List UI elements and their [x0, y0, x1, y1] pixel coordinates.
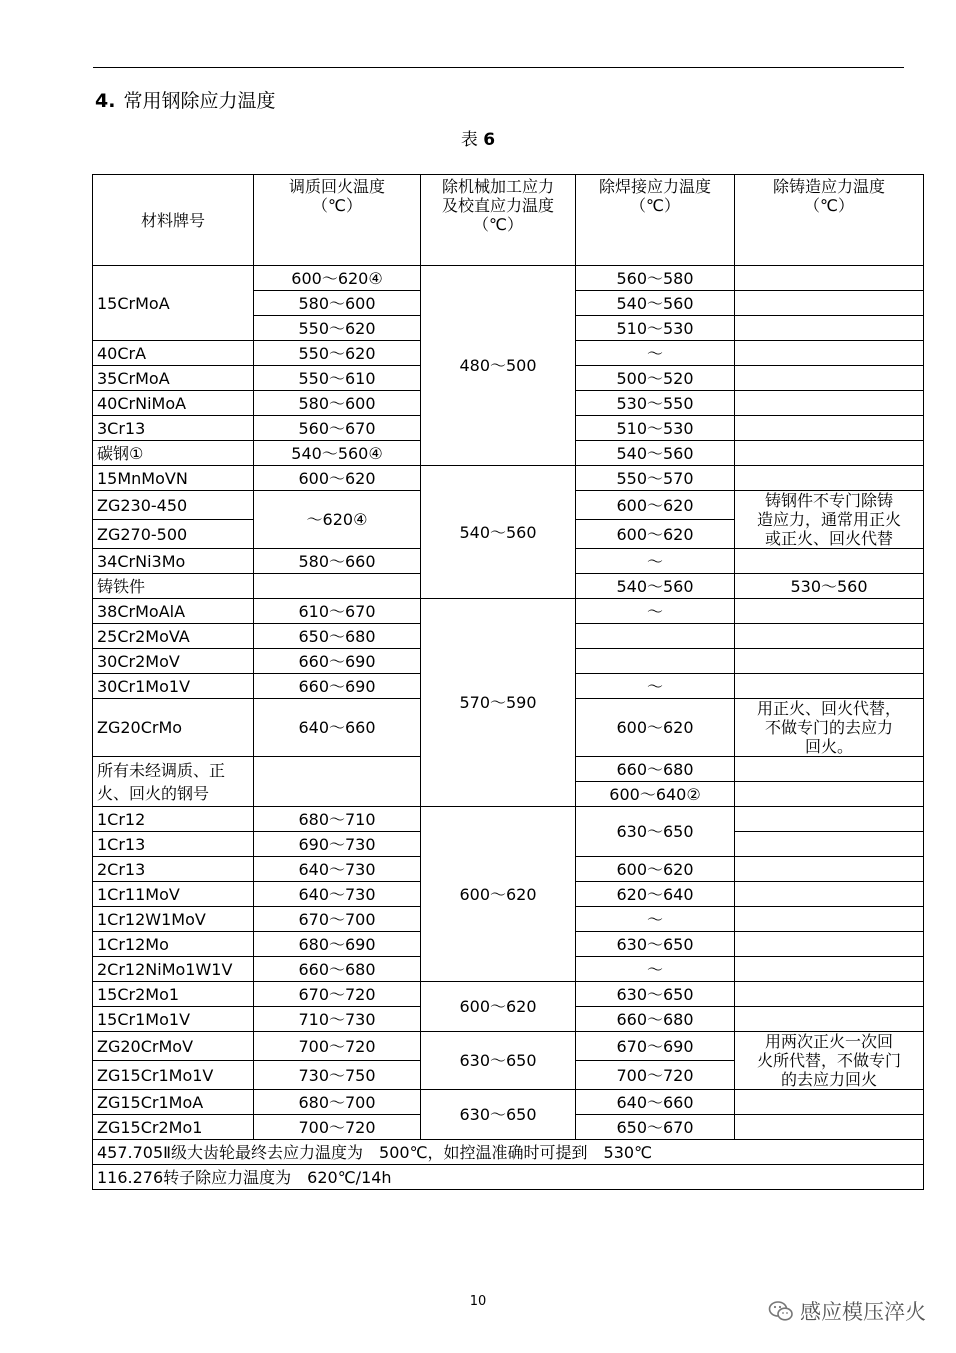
weld-cell: 630～650	[576, 982, 735, 1007]
material-cell: ZG15Cr1MoA	[93, 1090, 254, 1115]
weld-cell: 600～640②	[576, 782, 735, 807]
table-row	[93, 807, 924, 832]
material-cell: 碳钢①	[93, 441, 254, 466]
machining-cell: 480～500	[421, 266, 576, 466]
cast-cell	[735, 674, 924, 699]
weld-cell: ～	[576, 907, 735, 932]
material-cell: ZG20CrMoV	[93, 1032, 254, 1061]
material-cell: 3Cr13	[93, 416, 254, 441]
cast-cell	[735, 957, 924, 982]
material-cell: 15Cr2Mo1	[93, 982, 254, 1007]
material-cell: 2Cr13	[93, 857, 254, 882]
temper-cell: 660～690	[254, 649, 421, 674]
cast-cell	[735, 782, 924, 807]
material-cell: 35CrMoA	[93, 366, 254, 391]
material-cell: 1Cr13	[93, 832, 254, 857]
cast-cell	[735, 757, 924, 782]
machining-cell: 600～620	[421, 807, 576, 982]
material-cell: 1Cr12Mo	[93, 932, 254, 957]
weld-cell: 700～720	[576, 1061, 735, 1090]
temper-cell: ～620④	[254, 491, 421, 549]
weld-cell: 650～670	[576, 1115, 735, 1140]
material-cell: 铸铁件	[93, 574, 254, 599]
temper-cell: 580～600	[254, 391, 421, 416]
material-cell: ZG20CrMo	[93, 699, 254, 757]
temper-cell: 660～690	[254, 674, 421, 699]
weld-cell: 620～640	[576, 882, 735, 907]
weld-cell: 660～680	[576, 1007, 735, 1032]
header-temper: 调质回火温度 （℃）	[254, 175, 421, 266]
cast-cell	[735, 1007, 924, 1032]
weld-cell: 510～530	[576, 416, 735, 441]
section-title-text: 常用钢除应力温度	[123, 90, 276, 112]
table-row	[93, 1090, 924, 1115]
header-row	[93, 175, 924, 266]
footer-row	[93, 1140, 924, 1165]
header-welding: 除焊接应力温度 （℃）	[576, 175, 735, 266]
cast-cell	[735, 416, 924, 441]
machining-cell: 600～620	[421, 982, 576, 1032]
footer-row	[93, 1165, 924, 1190]
material-cell: ZG230-450	[93, 491, 254, 520]
weld-cell: ～	[576, 674, 735, 699]
machining-cell: 570～590	[421, 599, 576, 807]
cast-note-cell: 铸钢件不专门除铸 造应力，通常用正火 或正火、回火代替	[735, 491, 924, 549]
section-number: 4.	[95, 90, 116, 112]
temper-cell: 680～710	[254, 807, 421, 832]
page-number: 10	[469, 1294, 487, 1309]
cast-cell	[735, 1115, 924, 1140]
header-casting: 除铸造应力温度 （℃）	[735, 175, 924, 266]
weld-cell	[576, 649, 735, 674]
table-row	[93, 599, 924, 624]
temper-cell: 640～730	[254, 857, 421, 882]
temper-cell: 540～560④	[254, 441, 421, 466]
cast-note-cell: 用正火、回火代替， 不做专门的去应力 回火。	[735, 699, 924, 757]
material-cell: ZG15Cr2Mo1	[93, 1115, 254, 1140]
weld-cell: ～	[576, 341, 735, 366]
header-material: 材料牌号	[93, 175, 254, 266]
weld-cell: 600～620	[576, 520, 735, 549]
weld-cell: ～	[576, 549, 735, 574]
temper-cell: 700～720	[254, 1115, 421, 1140]
weld-cell: 670～690	[576, 1032, 735, 1061]
cast-cell: 530～560	[735, 574, 924, 599]
table-row	[93, 1032, 924, 1061]
temper-cell: 710～730	[254, 1007, 421, 1032]
cast-cell	[735, 649, 924, 674]
table-caption	[0, 125, 956, 150]
cast-cell	[735, 266, 924, 291]
temper-cell: 680～700	[254, 1090, 421, 1115]
header-machining: 除机械加工应力 及校直应力温度 （℃）	[421, 175, 576, 266]
weld-cell: 540～560	[576, 574, 735, 599]
material-cell: 30Cr2MoV	[93, 649, 254, 674]
watermark	[768, 1296, 926, 1326]
wechat-icon	[768, 1299, 794, 1323]
material-cell: ZG15Cr1Mo1V	[93, 1061, 254, 1090]
cast-cell	[735, 832, 924, 857]
material-cell: 1Cr11MoV	[93, 882, 254, 907]
material-cell: 15Cr1Mo1V	[93, 1007, 254, 1032]
weld-cell: 500～520	[576, 366, 735, 391]
section-title	[95, 86, 275, 113]
temper-cell	[254, 757, 421, 807]
temper-cell: 550～620	[254, 316, 421, 341]
weld-cell: 540～560	[576, 291, 735, 316]
cast-cell	[735, 316, 924, 341]
cast-cell	[735, 291, 924, 316]
material-cell: ZG270-500	[93, 520, 254, 549]
temper-cell: 670～720	[254, 982, 421, 1007]
weld-cell: 550～570	[576, 466, 735, 491]
material-cell: 38CrMoAlA	[93, 599, 254, 624]
cast-cell	[735, 932, 924, 957]
cast-cell	[735, 441, 924, 466]
weld-cell: 600～620	[576, 491, 735, 520]
cast-cell	[735, 341, 924, 366]
temper-cell: 680～690	[254, 932, 421, 957]
machining-cell: 540～560	[421, 466, 576, 599]
top-rule	[93, 67, 904, 68]
weld-cell: 630～650	[576, 932, 735, 957]
weld-cell: 660～680	[576, 757, 735, 782]
temper-cell: 650～680	[254, 624, 421, 649]
cast-cell	[735, 391, 924, 416]
temper-cell: 670～700	[254, 907, 421, 932]
temper-cell: 550～610	[254, 366, 421, 391]
weld-cell: 530～550	[576, 391, 735, 416]
temper-cell: 610～670	[254, 599, 421, 624]
table-row	[93, 466, 924, 491]
temper-cell: 640～660	[254, 699, 421, 757]
table-row	[93, 266, 924, 291]
footer-note: 116.276转子除应力温度为 620℃/14h	[93, 1165, 924, 1190]
cast-cell	[735, 466, 924, 491]
cast-cell	[735, 882, 924, 907]
material-cell: 40CrNiMoA	[93, 391, 254, 416]
temper-cell: 600～620④	[254, 266, 421, 291]
machining-cell: 630～650	[421, 1090, 576, 1140]
stress-relief-table	[92, 174, 924, 1190]
temper-cell: 640～730	[254, 882, 421, 907]
watermark-text: 感应模压淬火	[800, 1300, 926, 1324]
temper-cell: 560～670	[254, 416, 421, 441]
material-cell: 2Cr12NiMo1W1V	[93, 957, 254, 982]
material-cell: 15CrMoA	[93, 266, 254, 341]
table-row	[93, 982, 924, 1007]
temper-cell: 690～730	[254, 832, 421, 857]
weld-cell: ～	[576, 599, 735, 624]
cast-cell	[735, 982, 924, 1007]
caption-prefix: 表	[460, 130, 478, 150]
material-cell: 所有未经调质、正 火、回火的钢号	[93, 757, 254, 807]
temper-cell: 600～620	[254, 466, 421, 491]
material-cell: 1Cr12	[93, 807, 254, 832]
temper-cell: 730～750	[254, 1061, 421, 1090]
material-cell: 34CrNi3Mo	[93, 549, 254, 574]
cast-cell	[735, 807, 924, 832]
weld-cell: 600～620	[576, 699, 735, 757]
footer-note: 457.705Ⅱ级大齿轮最终去应力温度为 500℃，如控温准确时可提到 530℃	[93, 1140, 924, 1165]
cast-cell	[735, 549, 924, 574]
weld-cell: 510～530	[576, 316, 735, 341]
cast-note-cell: 用两次正火一次回 火所代替，不做专门 的去应力回火	[735, 1032, 924, 1090]
material-cell: 40CrA	[93, 341, 254, 366]
temper-cell: 550～620	[254, 341, 421, 366]
machining-cell: 630～650	[421, 1032, 576, 1090]
material-cell: 25Cr2MoVA	[93, 624, 254, 649]
cast-cell	[735, 907, 924, 932]
material-cell: 1Cr12W1MoV	[93, 907, 254, 932]
weld-cell: ～	[576, 957, 735, 982]
cast-cell	[735, 1090, 924, 1115]
caption-number: 6	[483, 130, 496, 150]
temper-cell: 700～720	[254, 1032, 421, 1061]
material-cell: 15MnMoVN	[93, 466, 254, 491]
temper-cell: 580～600	[254, 291, 421, 316]
cast-cell	[735, 599, 924, 624]
cast-cell	[735, 857, 924, 882]
cast-cell	[735, 624, 924, 649]
weld-cell: 630～650	[576, 807, 735, 857]
weld-cell: 560～580	[576, 266, 735, 291]
weld-cell: 640～660	[576, 1090, 735, 1115]
temper-cell	[254, 574, 421, 599]
weld-cell: 600～620	[576, 857, 735, 882]
material-cell: 30Cr1Mo1V	[93, 674, 254, 699]
temper-cell: 660～680	[254, 957, 421, 982]
cast-cell	[735, 366, 924, 391]
weld-cell: 540～560	[576, 441, 735, 466]
weld-cell	[576, 624, 735, 649]
temper-cell: 580～660	[254, 549, 421, 574]
